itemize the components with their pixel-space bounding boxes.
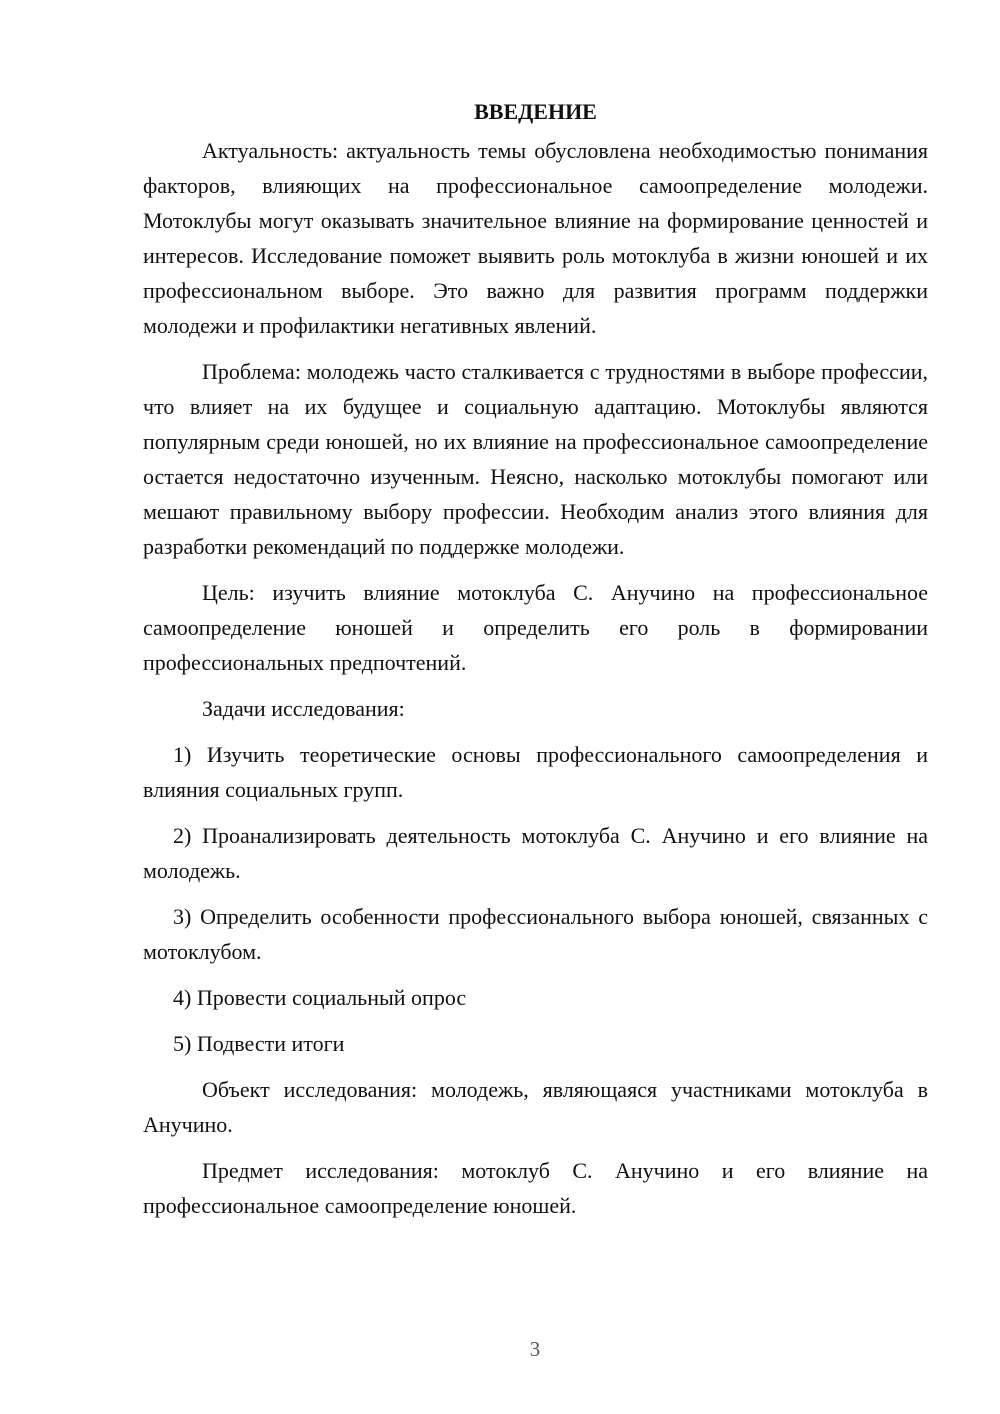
paragraph-relevance: Актуальность: актуальность темы обусловлена необходимостью понимания факторов, влияющих на профессиональное самоопределение молодежи. Мотоклубы могут оказывать значительное влияние на формирование ценностей и интересов. Исследование поможет выявить роль мотоклуба в жизни юношей и их профессиональном выборе. Это важно для развития программ поддержки молодежи и профилактики негативных явлений. [143, 138, 928, 338]
task-item-5: 5) Подвести итоги [173, 1031, 345, 1056]
task-item-4: 4) Провести социальный опрос [173, 985, 467, 1010]
paragraph-problem: Проблема: молодежь часто сталкивается с трудностями в выборе профессии, что влияет на их будущее и социальную адаптацию. Мотоклубы являются популярным среди юношей, но их влияние на профессиональное самоопределение остается недостаточно изученным. Неясно, насколько мотоклубы помогают или мешают правильному выбору профессии. Необходим анализ этого влияния для разработки рекомендаций по поддержке молодежи. [143, 359, 928, 559]
paragraph-object: Объект исследования: молодежь, являющаяся участниками мотоклуба в Анучино. [143, 1077, 928, 1137]
paragraph-tasks-heading: Задачи исследования: [202, 696, 405, 721]
task-item-3: 3) Определить особенности профессионального выбора юношей, связанных с мотоклубом. [143, 904, 928, 964]
paragraph-subject: Предмет исследования: мотоклуб С. Анучино и его влияние на профессиональное самоопределение юношей. [143, 1158, 928, 1218]
document-page [143, 92, 928, 1223]
page-title: ВВЕДЕНИЕ [474, 99, 597, 124]
task-item-1: 1) Изучить теоретические основы профессионального самоопределения и влияния социальных групп. [143, 742, 928, 802]
page-number: 3 [529, 1337, 541, 1361]
paragraph-goal: Цель: изучить влияние мотоклуба С. Анучино на профессиональное самоопределение юношей и определить его роль в формировании профессиональных предпочтений. [143, 580, 928, 675]
task-item-2: 2) Проанализировать деятельность мотоклуба С. Анучино и его влияние на молодежь. [143, 823, 928, 883]
